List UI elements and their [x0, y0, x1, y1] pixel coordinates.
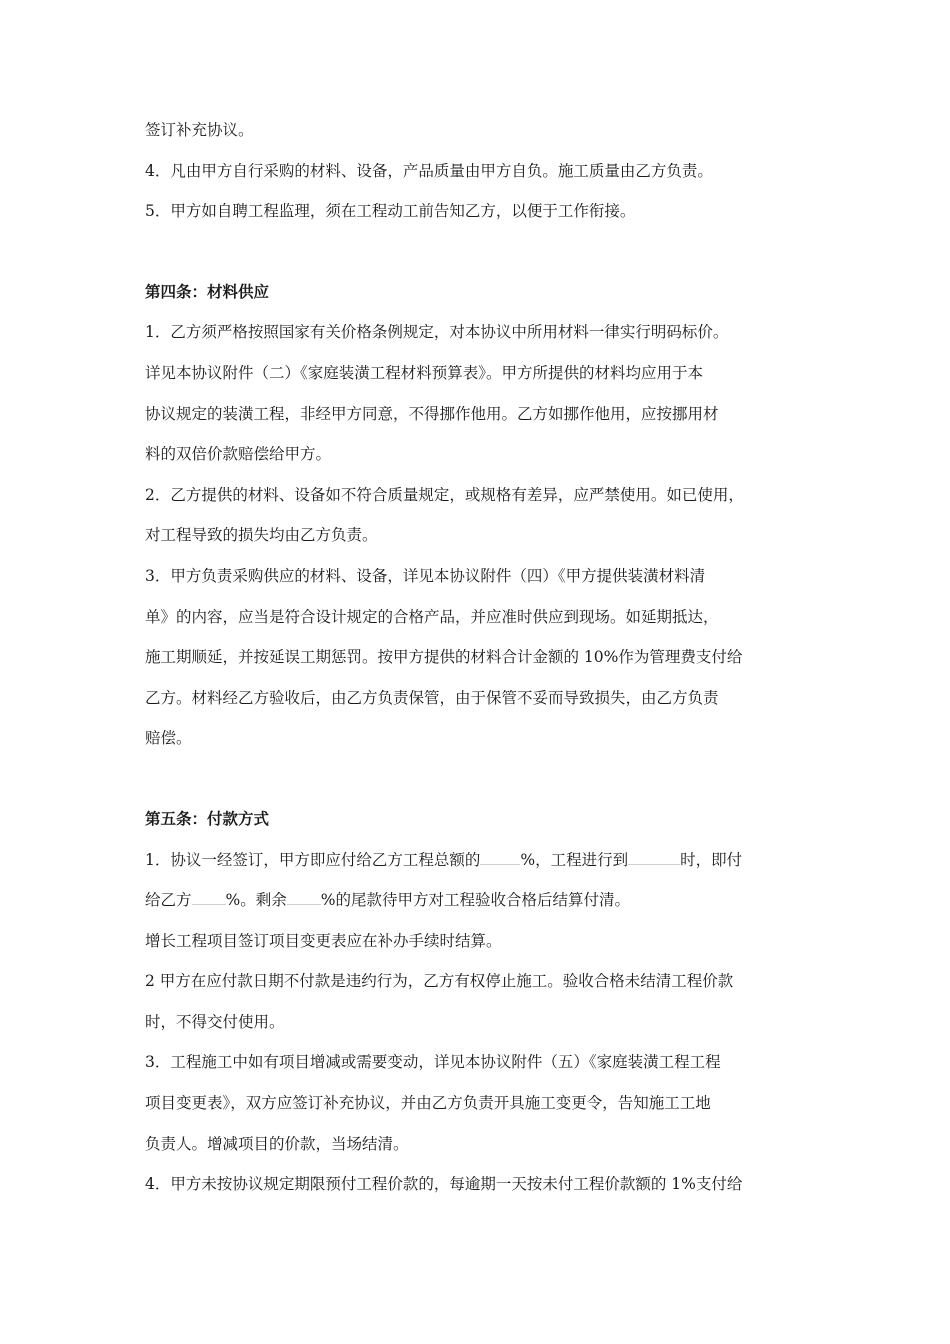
article-5-line-blanks-1 [145, 840, 825, 881]
article-5-line: 3．工程施工中如有项目增减或需要变动，详见本协议附件（五）《家庭装潢工程工程 [145, 1053, 721, 1072]
text-fragment: 时，即付 [680, 850, 743, 869]
article-4-line: 赔偿。 [145, 729, 192, 748]
article-4-line: 3．甲方负责采购供应的材料、设备，详见本协议附件（四）《甲方提供装潢材料清 [145, 566, 706, 585]
article-4-line: 详见本协议附件（二）《家庭装潢工程材料预算表》。甲方所提供的材料均应用于本 [145, 363, 704, 382]
article-4-line: 协议规定的装潢工程，非经甲方同意，不得挪作他用。乙方如挪作他用，应按挪用材 [145, 404, 719, 423]
section-gap [145, 232, 825, 272]
text-fragment: 给乙方 [145, 891, 192, 910]
section-gap [145, 759, 825, 799]
fill-in-blank[interactable] [287, 890, 321, 905]
fill-in-blank[interactable] [628, 850, 680, 865]
article-5-line: 2 甲方在应付款日期不付款是违约行为，乙方有权停止施工。验收合格未结清工程价款 [145, 972, 734, 991]
article-5-line: 项目变更表》，双方应签订补充协议，并由乙方负责开具施工变更令，告知施工工地 [145, 1094, 711, 1113]
article-4-line: 乙方。材料经乙方验收后，由乙方负责保管，由于保管不妥而导致损失，由乙方负责 [145, 688, 719, 707]
intro-line: 5．甲方如自聘工程监理，须在工程动工前告知乙方，以便于工作衔接。 [145, 202, 636, 221]
intro-line: 4．凡由甲方自行采购的材料、设备，产品质量由甲方自负。施工质量由乙方负责。 [145, 161, 713, 180]
article-4-line: 2．乙方提供的材料、设备如不符合质量规定，或规格有差异，应严禁使用。如已使用， [145, 485, 744, 504]
article-4-line: 1．乙方须严格按照国家有关价格条例规定，对本协议中所用材料一律实行明码标价。 [145, 323, 729, 342]
article-5-line: 负责人。增减项目的价款，当场结清。 [145, 1134, 409, 1153]
article-5-title: 第五条：付款方式 [145, 809, 270, 828]
article-4-line: 施工期顺延，并按延误工期惩罚。按甲方提供的材料合计金额的 10%作为管理费支付给 [145, 648, 743, 667]
article-5-line: 增长工程项目签订项目变更表应在补办手续时结算。 [145, 931, 502, 950]
article-5-line-blanks-2 [145, 880, 825, 921]
article-5-line: 时，不得交付使用。 [145, 1012, 285, 1031]
article-4-title: 第四条：材料供应 [145, 282, 270, 301]
text-fragment: 1．协议一经签订，甲方即应付给乙方工程总额的 [145, 850, 481, 869]
text-fragment: %的尾款待甲方对工程验收合格后结算付清。 [320, 891, 630, 910]
text-fragment: %。剩余 [225, 891, 287, 910]
fill-in-blank[interactable] [480, 850, 520, 865]
article-4-line: 单》的内容，应当是符合设计规定的合格产品，并应准时供应到现场。如延期抵达， [145, 607, 719, 626]
document-page [145, 110, 825, 1205]
article-5-line: 4．甲方未按协议规定期限预付工程价款的，每逾期一天按未付工程价款额的 1%支付给 [145, 1175, 743, 1194]
article-4-line: 对工程导致的损失均由乙方负责。 [145, 526, 378, 545]
fill-in-blank[interactable] [192, 890, 226, 905]
text-fragment: %，工程进行到 [520, 850, 629, 869]
article-4-line: 料的双倍价款赔偿给甲方。 [145, 445, 332, 464]
intro-line: 签订补充协议。 [145, 121, 254, 139]
